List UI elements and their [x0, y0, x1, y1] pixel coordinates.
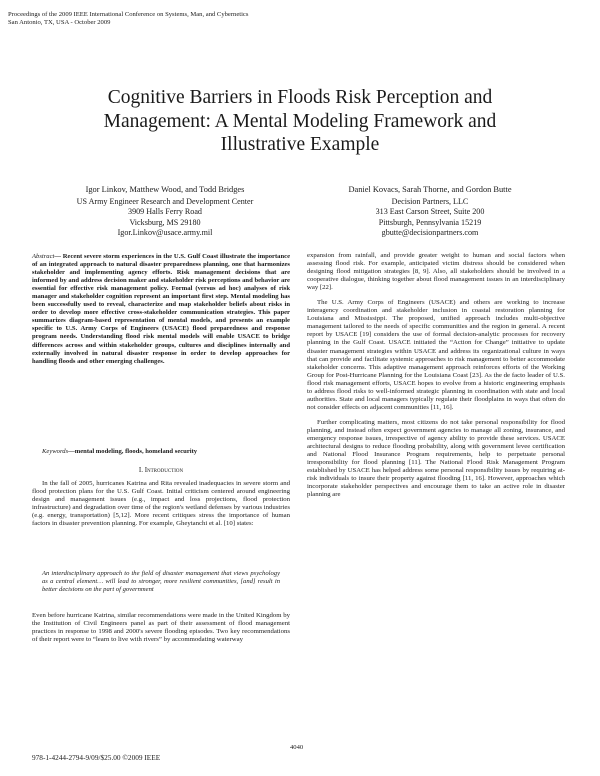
right-paragraph-2: The U.S. Army Corps of Engineers (USACE) and others are working to increase interagency coordination and stakeholder inclusion in coastal restoration planning for Louisiana and Mississippi. The proposed, unified approach includes multi-objective management tailored to the needs of specific communities and the region in general. A recent report by USACE [19] considers the use of formal decision-analytic processes for recovery planning in the Gulf Coast. USACE initiated the “Action for Change” initiative to update disaster management strategies within USACE and address its organizational culture in ways that can provide and facilitate systemic approaches to risk management to better accommodate stakeholder concerns. This adaptive management approach reinforces efforts of the Working Group for Post-Hurricane Planning for the Louisiana Coast [23]. As the de facto leader of U.S. flood risk management efforts, USACE hopes to evolve from a historic engineering emphasis to address flood risks to well-informed strategic planning in coordination with state and local authorities. State and local managers typically regulate their floodplains in ways that often do not consider effects on adjacent communities [11, 16].	[307, 299, 565, 411]
author-city-right: Pittsburgh, Pennsylvania 15219	[378, 217, 482, 227]
author-org-left: US Army Engineer Research and Development Center	[76, 197, 254, 207]
author-names-left: Igor Linkov, Matthew Wood, and Todd Bridges	[85, 185, 245, 194]
right-column	[307, 252, 565, 499]
page-number: 4040	[290, 744, 304, 751]
left-column-continued	[32, 612, 290, 644]
abstract	[32, 253, 290, 366]
block-quote: An interdisciplinary approach to the field of disaster management that views psychology as a central element… will lead to stronger, more resilient communities, [and] result in better decisions on the part of government	[42, 570, 280, 593]
author-email-left: Igor.Linkov@usace.army.mil	[117, 227, 213, 237]
right-paragraph-3: Further complicating matters, most citizens do not take personal responsibility for flood planning, and instead often expect government agencies to manage all zoning, insurance, and emergency response issues, irrespective of agency ability to provide these services. USACE architectural designs to reduce flooding probability, along with government levee certification and National Flood Insurance Program requirements, help to perpetuate personal irresponsibility for flood planning [11]. The National Flood Risk Management Program established by USACE has helped address some personal responsibility issues by requiring at-risk individuals to insure their property against flooding [11, 16]. However, approaches which incorporate stakeholder perspectives and encourage them to take an active role in disaster planning are	[307, 418, 565, 499]
keywords-text: —mental modeling, floods, homeland security	[68, 448, 198, 455]
intro-paragraph-2: Even before hurricane Katrina, similar recommendations were made in the United Kingdom by the Institution of Civil Engineers panel as part of their assessment of flood management practices in response to 1998 and 2000's severe flooding episodes. Two key recommendations of their report were to “learn to live with rivers” by accommodating waterway	[32, 612, 290, 644]
header-line-location: San Antonio, TX, USA - October 2009	[8, 19, 111, 27]
section-heading-introduction: I. Introduction	[138, 466, 184, 474]
right-paragraph-1: expansion from rainfall, and provide greater weight to human and social factors when assessing flood risk. For example, anticipated victim distress should be considered when designing flood mitigation strategies [8, 9]. Also, all stakeholders should be involved in a cooperative dialogue, thinking together about flood management issues in an interdisciplinary way [22].	[307, 252, 565, 292]
proceedings-header	[8, 11, 248, 28]
abstract-text: — Recent severe storm experiences in the U.S. Gulf Coast illustrate the importance of an integrated approach to natural disaster preparedness planning, one that harmonizes stakeholder and implementing agency efforts. Risk management decisions that are informed by and address decision maker and stakeholder risk perceptions and behavior are essential for effective risk management policy. Formal (versus ad hoc) analyses of risk manager and stakeholder cognition represent an important first step. Mental modeling has been successfully used to reveal, characterize and map stakeholder beliefs about risks in order to develop more effective cross-stakeholder communication strategies. This paper summarizes diagram-based representation of mental models, and presents an example specific to U.S. Army Corps of Engineers (USACE) flood preparedness and response program needs. Understanding flood risk mental models will enable USACE to bridge differences across and within stakeholder groups, cultures and disciplines internally and externally involved in natural disaster response in order to develop approaches for handling floods and other emerging challenges.	[32, 253, 290, 365]
author-block-right	[305, 185, 555, 238]
author-street-right: 313 East Carson Street, Suite 200	[375, 207, 485, 217]
header-line-conference: Proceedings of the 2009 IEEE International Conference on Systems, Man, and Cybernetics	[8, 11, 249, 18]
keywords-lead: Keywords	[42, 448, 69, 455]
author-street-left: 3909 Halls Ferry Road	[128, 207, 202, 217]
author-names-right: Daniel Kovacs, Sarah Thorne, and Gordon Butte	[348, 185, 512, 194]
paper-title	[40, 86, 560, 157]
title-line-1: Cognitive Barriers in Floods Risk Perception and	[107, 87, 493, 108]
intro-paragraph-1: In the fall of 2005, hurricanes Katrina and Rita revealed inadequacies in severe storm and flood protection plans for the U.S. Gulf Coast. Initial criticism centered around engineering design and management issues (e.g., impact and loss projections, flood protection infrastructure) and degradation over time of the region's wetland defenses by various industries (e.g. energy, transportation) [5,12]. More recent critiques stress the importance of human factors in disaster prevention planning. For example, Gheytanchi et al. [10] states:	[32, 480, 290, 528]
title-line-2: Management: A Mental Modeling Framework and	[103, 110, 497, 132]
author-org-right: Decision Partners, LLC	[391, 197, 469, 207]
author-email-right: gbutte@decisionpartners.com	[381, 227, 479, 237]
keywords	[32, 448, 290, 456]
left-column-intro	[32, 480, 290, 528]
author-block-left	[40, 185, 290, 238]
author-city-left: Vicksburg, MS 29180	[129, 217, 201, 227]
title-line-3: Illustrative Example	[220, 134, 380, 155]
abstract-lead: Abstract	[32, 253, 55, 260]
isbn-copyright: 978-1-4244-2794-9/09/$25.00 ©2009 IEEE	[32, 753, 161, 762]
